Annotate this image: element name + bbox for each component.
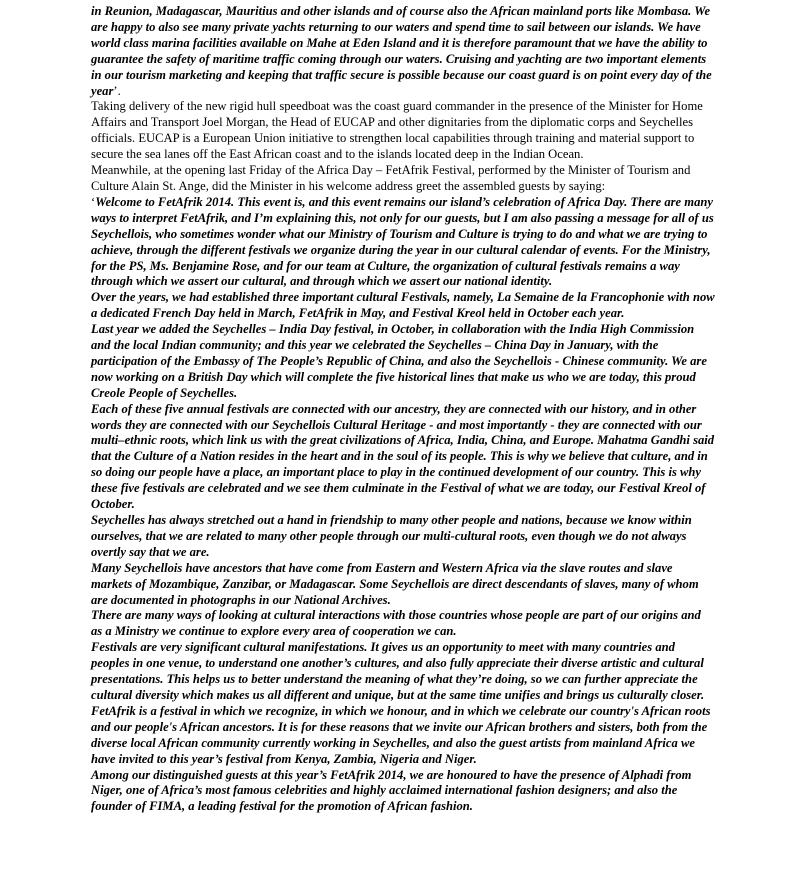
paragraph-text: Over the years, we had established three important cultural Festivals, namely, La Semaine de la Francophonie with now a dedicated French Day held in March, FetAfrik in May, and Festival Kreol held in October each year. (91, 290, 715, 321)
paragraph-text: Many Seychellois have ancestors that have come from Eastern and Western Africa via the slave routes and slave markets of Mozambique, Zanzibar, or Madagascar. Some Seychellois are direct descendants of slaves, many of whom are documented in photographs in our National Archives. (91, 560, 699, 607)
paragraph-india-china-days (91, 322, 715, 402)
paragraph-festival-significance (91, 640, 715, 704)
paragraph-text: Welcome to FetAfrik 2014. This event is, and this event remains our island’s celebration of Africa Day. There are many ways to interpret FetAfrik, and I’m explaining this, not only for our guests, but I am also passing a message for all of us Seychellois, who sometimes wonder what our Ministry of Tourism and Culture is trying to do and what we are trying to achieve, through the different festivals we organize during the year in our cultural calendar of events. For the Ministry, for the PS, Ms. Benjamine Rose, and for our team at Culture, the organization of cultural festivals remains a way through which we assert our cultural, and through which we assert our national identity. (91, 194, 714, 289)
paragraph-text: Taking delivery of the new rigid hull speedboat was the coast guard commander in the presence of the Minister for Home Affairs and Transport Joel Morgan, the Head of EUCAP and other dignitaries from the diplomatic corps and Seychelles officials. EUCAP is a European Union initiative to strengthen local capabilities through training and material support to secure the sea lanes off the East African coast and to the islands located deep in the Indian Ocean. (91, 99, 703, 162)
paragraph-three-festivals (91, 290, 715, 322)
paragraph-cultural-interactions (91, 608, 715, 640)
paragraph-text: Meanwhile, at the opening last Friday of the Africa Day – FetAfrik Festival, performed by the Minister of Tourism and Culture Alain St. Ange, did the Minister in his welcome address greet the assembled guests by saying: (91, 163, 691, 193)
paragraph-fetafrik-opening (91, 163, 715, 195)
paragraph-friendship (91, 513, 715, 561)
paragraph-yachting-quote (91, 4, 715, 99)
paragraph-speedboat-delivery (91, 99, 715, 163)
document-page (91, 4, 715, 815)
paragraph-text: Festivals are very significant cultural manifestations. It gives us an opportunity to meet with many countries and peoples in one venue, to understand one another’s cultures, and also fully appreciate their diverse artistic and cultural presentations. This helps us to better understand the meaning of what they’re doing, so we can further appreciate the cultural diversity which makes us all different and unique, but at the same time unifies and brings us culturally closer. (91, 640, 705, 702)
paragraph-ancestors (91, 561, 715, 609)
paragraph-lead: ‘ (91, 194, 96, 209)
paragraph-text: Among our distinguished guests at this year’s FetAfrik 2014, we are honoured to have the presence of Alphadi from Niger, one of Africa’s most famous celebrities and highly acclaimed international fashion designers; and also the founder of FIMA, a leading festival for the promotion of African fashion. (91, 767, 692, 814)
paragraph-fetafrik-roots (91, 704, 715, 768)
paragraph-welcome-address (91, 195, 715, 290)
paragraph-text: There are many ways of looking at cultural interactions with those countries whose people are part of our origins and as a Ministry we continue to explore every area of cooperation we can. (91, 608, 701, 639)
paragraph-text: Each of these five annual festivals are connected with our ancestry, they are connected with our history, and in other words they are connected with our Seychellois Cultural Heritage - and most importantly - they are connected with our multi–ethnic roots, which link us with the great civilizations of Africa, India, China, and Europe. Mahatma Gandhi said that the Culture of a Nation resides in the heart and in the soul of its people. This is why we believe that culture, and in so doing our people have a place, an important place to play in the continued development of our country. This is why these five festivals are celebrated and we see them culminate in the Festival of what we are today, our Festival Kreol of October. (91, 401, 715, 512)
paragraph-distinguished-guests (91, 768, 715, 816)
paragraph-five-festivals (91, 402, 715, 513)
paragraph-tail: ’. (113, 83, 121, 98)
paragraph-text: Last year we added the Seychelles – India Day festival, in October, in collaboration with the India High Commission and the local Indian community; and this year we celebrated the Seychelles – China Day in January, with the participation of the Embassy of The People’s Republic of China, and also the Seychellois - Chinese community. We are now working on a British Day which will complete the five historical lines that make us who we are today, this proud Creole People of Seychelles. (91, 322, 707, 400)
paragraph-text: FetAfrik is a festival in which we recognize, in which we honour, and in which we celebrate our country's African roots and our people's African ancestors. It is for these reasons that we invite our African brothers and sisters, both from the diverse local African community currently working in Seychelles, and also the guest artists from mainland Africa we have invited to this year’s festival from Kenya, Zambia, Nigeria and Niger. (91, 703, 711, 766)
paragraph-text: in Reunion, Madagascar, Mauritius and other islands and of course also the African mainland ports like Mombasa. We are happy to also see many private yachts returning to our waters and spend time to sail between our islands. We have world class marina facilities available on Mahe at Eden Island and it is therefore paramount that we have the ability to guarantee the safety of maritime traffic coming through our waters. Cruising and yachting are two important elements in our tourism marketing and keeping that traffic secure is possible because our coast guard is on point every day of the year (91, 4, 712, 98)
paragraph-text: Seychelles has always stretched out a hand in friendship to many other people and nations, because we know within ourselves, that we are related to many other people through our multi-cultural roots, even though we do not always overtly say that we are. (91, 513, 692, 559)
